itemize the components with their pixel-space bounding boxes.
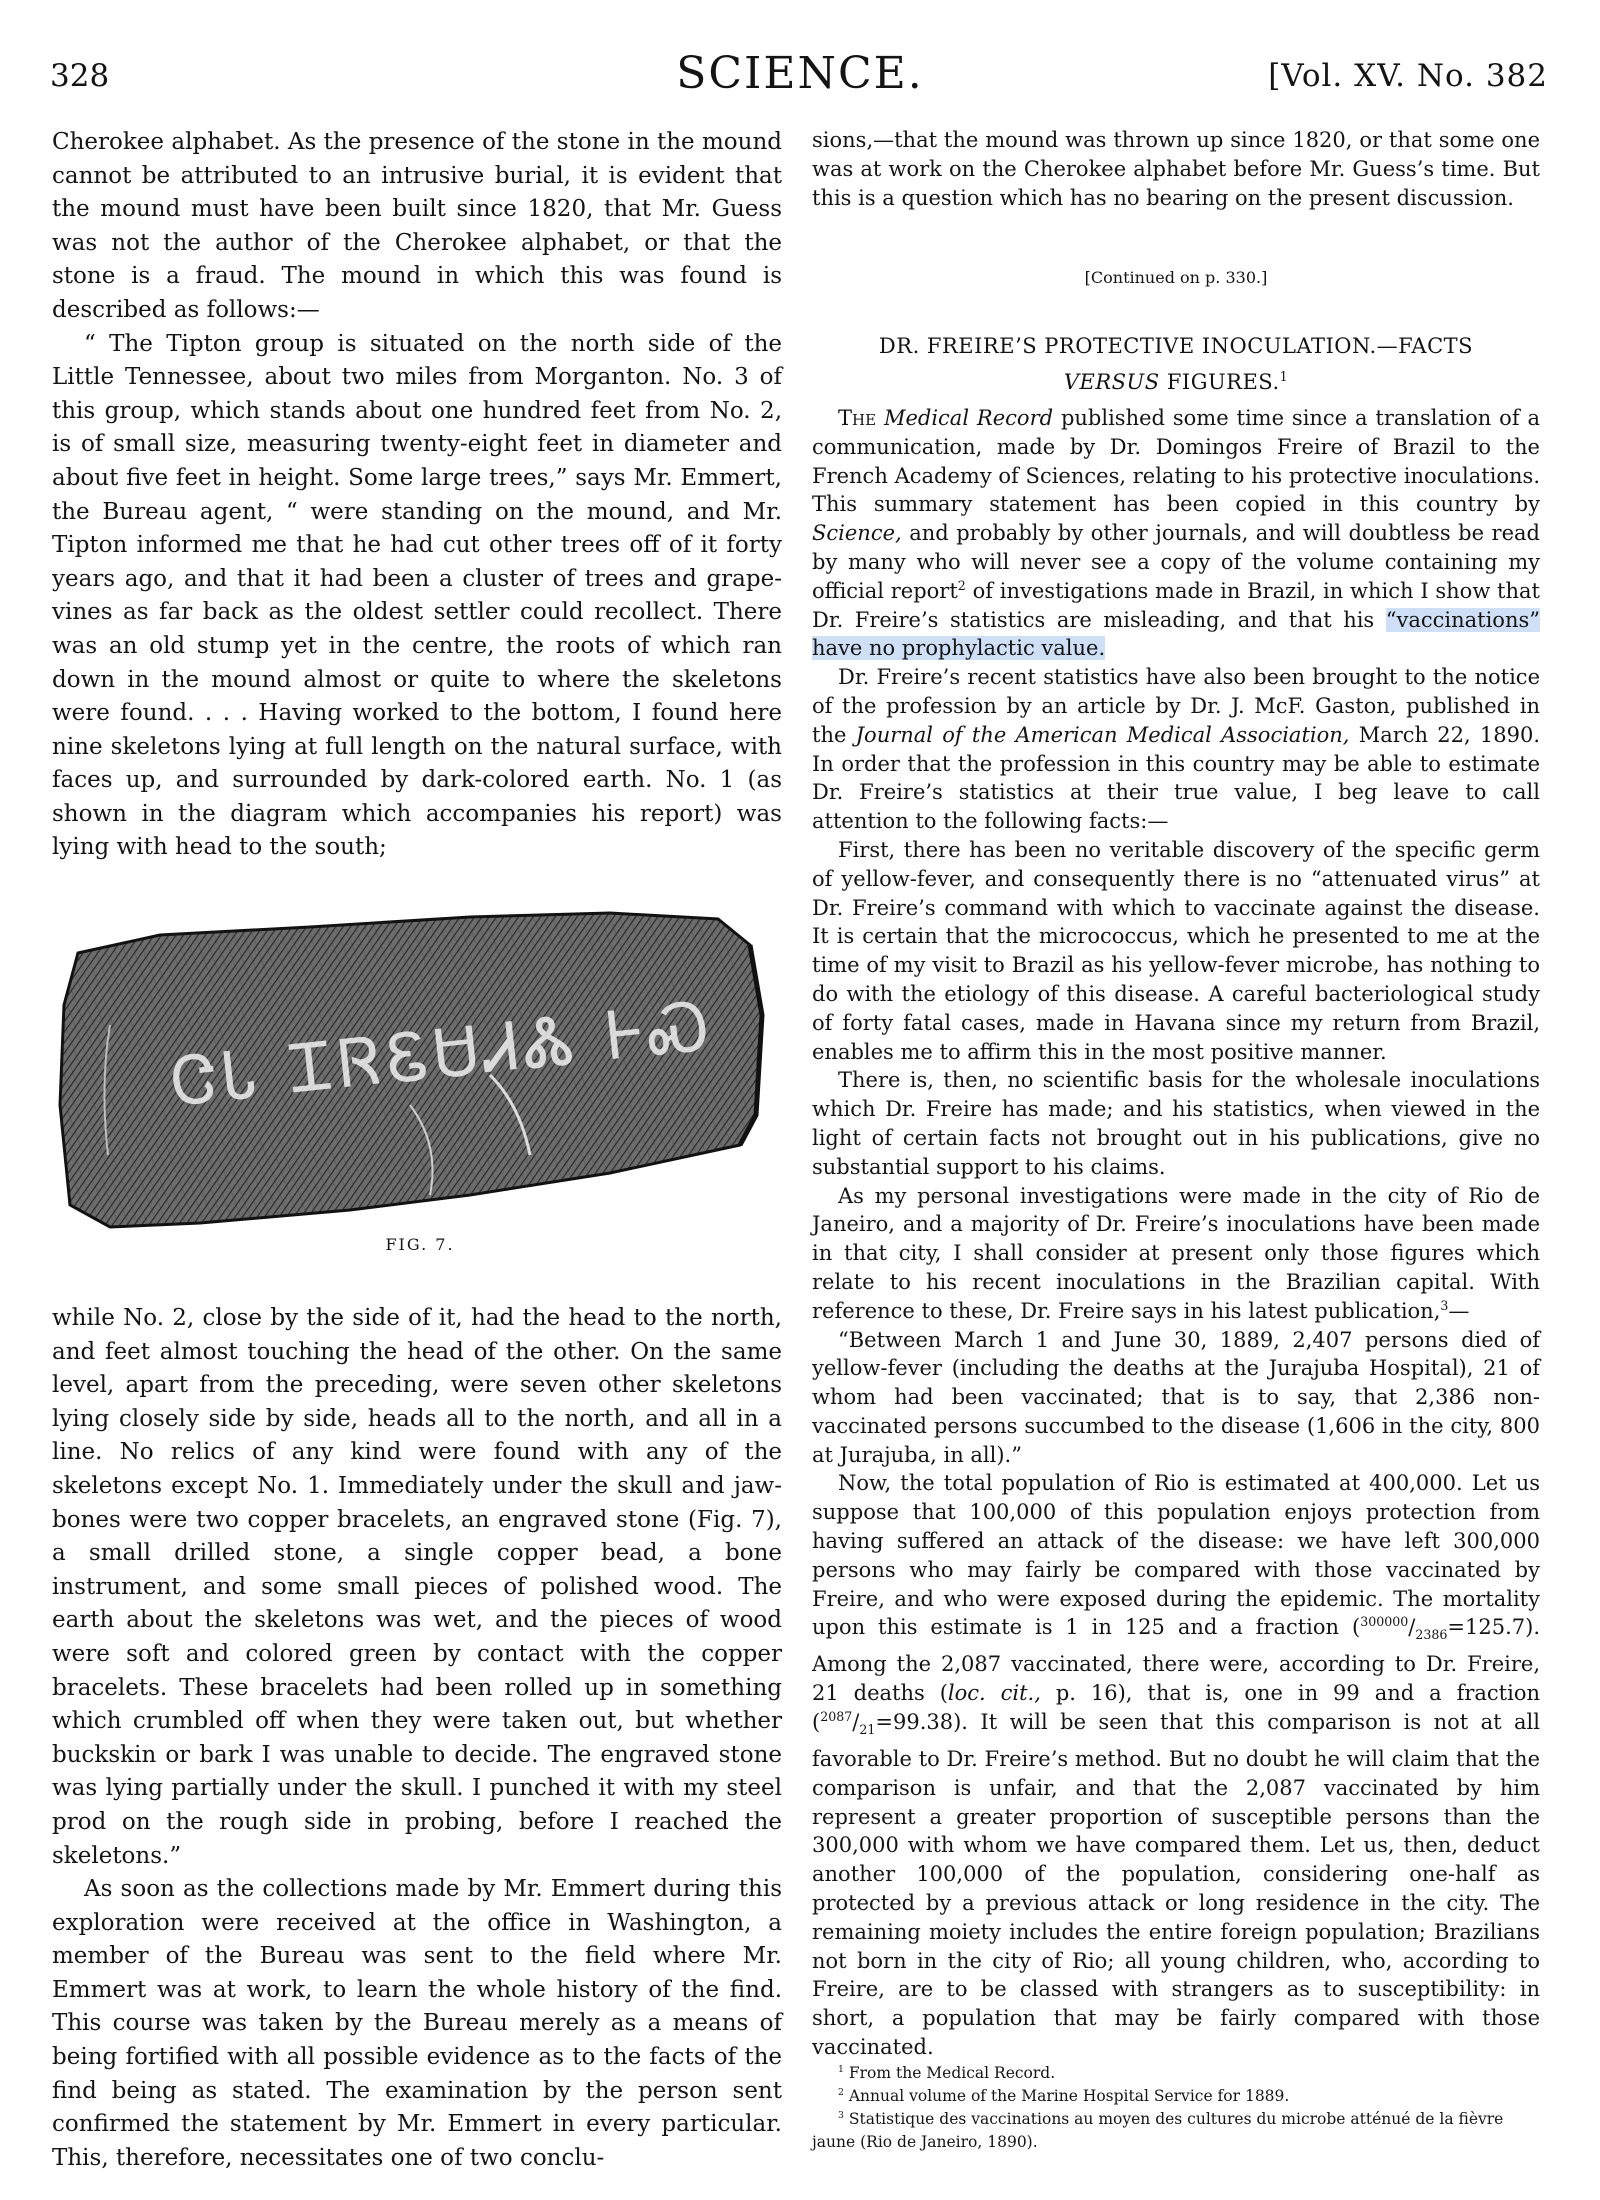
fraction-numerator: 300000 — [1360, 1614, 1409, 1630]
footnote-mark: 2 — [838, 2086, 844, 2098]
page-header — [0, 0, 1600, 110]
paragraph: Now, the total population of Rio is estimated at 400,000. Let us suppose that 100,000 of this population enjoys protection from having suffered an attack of the disease: we have left 300,000 persons who may fairly be compared with those vaccinated by Freire, and who were exposed during the epidemic. The mortality upon this estimate is 1 in 125 and a fraction $(^{300000}/_{2386}=125.7)$. Among the 2,087 vaccinated, there were, according to Dr. Freire, 21 deaths (loc. cit., p. 16), that is, one in 99 and a fraction $(^{2087}/_{21}=99.38)$. It will be seen that this comparison is not at all favorable to Dr. Freire’s method. But no doubt he will claim that the comparison is unfair, and that the 2,087 vaccinated by him represent a greater proportion of susceptible persons than the 300,000 with whom we have compared them. Let us, then, deduct another 100,000 of the population, considering one-half as protected by a previous attack or long residence in the city. The remaining moiety includes the entire foreign population; Brazilians not born in the city of Rio; all young children, who, according to Freire, are to be classed with strangers as to susceptibility: in short, a population that may be fairly compared with those vaccinated. — [812, 1471, 1540, 2059]
figure-caption: FIG. 7. — [385, 1235, 455, 1254]
text-run: — — [1448, 1298, 1470, 1323]
footnote — [812, 2108, 1540, 2154]
text-run: =99.38). — [875, 1710, 968, 1735]
footnote-mark: 3 — [838, 2109, 844, 2121]
fraction-denominator: 21 — [859, 1722, 876, 1738]
engraved-stone-image — [50, 905, 790, 1235]
paragraph: There is, then, no scientific basis for the wholesale inoculations which Dr. Freire has made; and his statistics, when viewed in the light of certain facts not brought out in his publications, give no substantial support to his claims. — [812, 1068, 1540, 1179]
footnote-text: Annual volume of the Marine Hospital Service for 1889. — [848, 2087, 1290, 2105]
text-run: of investigations made in Brazil, in which I show that Dr. Freire’s statistics are misleading, and that his — [812, 578, 1540, 632]
text-run: p. 16), that is, one in 99 and a fraction ( — [812, 1681, 1540, 1735]
text-run: and probably by other journals, and will doubtless be read by many who will never see a copy of the volume containing my official report — [812, 521, 1540, 603]
footnote-mark: 1 — [1279, 369, 1289, 384]
journal-name: Medical Record — [883, 406, 1054, 430]
paragraph — [812, 1182, 1540, 1326]
text-run: =125.7). — [1447, 1615, 1540, 1640]
continued-note: [Continued on p. 330.] — [1084, 268, 1268, 287]
footnote-mark: 2 — [957, 577, 966, 593]
quotation: “Between March 1 and June 30, 1889, 2,407 persons died of yellow-fever (including the deaths at the Jurajuba Hospital), 21 of whom had been vaccinated; that is to say, that 2,386 non-vaccinated persons succumbed to the disease (1,606 in the city, 800 at Jurajuba, in all).” — [812, 1327, 1540, 1467]
footnote-mark: 1 — [838, 2063, 844, 2075]
fraction-numerator: 2087 — [820, 1709, 853, 1725]
footnote-mark: 3 — [1440, 1297, 1449, 1313]
paragraph — [812, 404, 1540, 663]
article-title — [812, 328, 1540, 400]
citation: loc. cit., — [947, 1681, 1041, 1706]
left-column-top — [52, 126, 782, 865]
text-run: The — [838, 406, 877, 430]
text-run: March 22, 1890. In order that the profession in this country may be able to estimate Dr. Freire’s statistics at their true value, I beg leave to call attention to the following facts:— — [812, 722, 1540, 834]
article-body — [812, 404, 1540, 2062]
stone-inscription: ᏣᏓ ᏆᏒᏋᏌᏗᏜ ᎰᏍ — [167, 987, 719, 1121]
text-run: published some time since a translation of a communication, made by Dr. Domingos Freire of Brazil to the French Academy of Sciences, relating to his protective inoculations. This summary statement has been copied in this country by — [812, 406, 1540, 517]
right-column-top — [812, 126, 1540, 212]
article-title-figures: FIGURES. — [1166, 370, 1280, 394]
footnote — [812, 2062, 1540, 2085]
journal-name: Science, — [812, 521, 902, 546]
article-title-line1: DR. FREIRE’S PROTECTIVE INOCULATION.—FACTS — [878, 334, 1474, 358]
page-number: 328 — [50, 58, 110, 94]
engraved-stone-figure — [50, 905, 790, 1235]
text-run: Among the 2,087 vaccinated, there were, according to Dr. Freire, 21 deaths ( — [812, 1652, 1540, 1706]
text-run: As my personal investigations were made in the city of Rio de Janeiro, and a majority of Dr. Freire’s inoculations have been made in that city, I shall consider at present only those figures which relate to his recent inoculations in the Brazilian capital. With reference to these, Dr. Freire says in his latest publication, — [812, 1183, 1540, 1323]
paragraph: First, there has been no veritable discovery of the specific germ of yellow-fever, and consequently there is no “attenuated virus” at Dr. Freire’s command with which to vaccinate against the disease. It is certain that the micrococcus, which he presented to me at the time of my visit to Brazil as his yellow-fever microbe, has nothing to do with the etiology of this disease. A careful bacteriological study of forty fatal cases, made in Havana since my return from Brazil, enables me to affirm this in the most positive manner. — [812, 837, 1540, 1064]
journal-title: SCIENCE. — [676, 48, 924, 99]
paragraph: Cherokee alphabet. As the presence of the stone in the mound cannot be attributed to an intrusive burial, it is evident that the mound must have been built since 1820, that Mr. Guess was not the author of the Cherokee alphabet, or that the stone is a fraud. The mound in which this was found is described as follows:— — [52, 129, 782, 323]
text-run: Now, the total population of Rio is estimated at 400,000. Let us suppose that 100,000 of this population enjoys protection from having suffered an attack of the disease: we have left 300,000 persons who may fairly be compared with those vaccinated by Freire, and who were exposed during the epidemic. The mortality upon this estimate is 1 in 125 and a fraction ( — [812, 1471, 1540, 1640]
paragraph: sions,—that the mound was thrown up since 1820, or that some one was at work on the Cherokee alphabet before Mr. Guess’s time. But this is a question which has no bearing on the present discussion. — [812, 128, 1540, 210]
article-title-line2 — [812, 364, 1540, 400]
text-run: It will be seen that this comparison is not at all favorable to Dr. Freire’s method. But no doubt he will claim that the comparison is unfair, and that the 2,087 vaccinated by him represent a greater proportion of susceptible persons than the 300,000 with whom we have compared them. Let us, then, deduct another 100,000 of the population, considering one-half as protected by a previous attack or long residence in the city. The remaining moiety includes the entire foreign population; Brazilians not born in the city of Rio; all young children, who, according to Freire, are to be classed with strangers as to susceptibility: in short, a population that may be fairly compared with those vaccinated. — [812, 1710, 1540, 2059]
article-title-versus: VERSUS — [1063, 370, 1160, 394]
text-run: Dr. Freire’s recent statistics have also been brought to the notice of the profession by an article by Dr. J. McF. Gaston, published in the — [812, 665, 1540, 747]
left-column-bottom — [52, 1302, 782, 2175]
paragraph: “ The Tipton group is situated on the north side of the Little Tennessee, about two miles from Morganton. No. 3 of this group, which stands about one hundred feet from No. 2, is of small size, measuring twenty-eight feet in diameter and about five feet in height. Some large trees,” says Mr. Emmert, the Bureau agent, “ were standing on the mound, and Mr. Tipton informed me that he had cut other trees off of it forty years ago, and that it had been a cluster of trees and grape-vines as far back as the oldest settler could recollect. There was an old stump yet in the centre, the roots of which ran down in the mound almost or quite to where the skeletons were found. . . . Having worked to the bottom, I found here nine skeletons lying at full length on the natural surface, with faces up, and surrounded by dark-colored earth. No. 1 (as shown in the diagram which accompanies his report) was lying with head to the south; — [52, 330, 782, 861]
journal-name: Journal of the American Medical Association, — [855, 722, 1350, 747]
paragraph — [812, 663, 1540, 836]
footnote-text: From the Medical Record. — [848, 2064, 1056, 2082]
footnotes — [812, 2062, 1540, 2154]
paragraph: As soon as the collections made by Mr. Emmert during this exploration were received at the office in Washington, a member of the Bureau was sent to the field where Mr. Emmert was at work, to learn the whole history of the find. This course was taken by the Bureau merely as a means of being fortified with all possible evidence as to the facts of the find being as stated. The examination by the person sent confirmed the statement by Mr. Emmert in every particular. This, therefore, necessitates one of two conclu- — [52, 1876, 782, 2171]
footnote-text: Statistique des vaccinations au moyen des cultures du microbe atténué de la fièvre jaune (Rio de Janeiro, 1890). — [812, 2110, 1504, 2151]
volume-issue: [Vol. XV. No. 382 — [1268, 58, 1548, 94]
footnote — [812, 2085, 1540, 2108]
paragraph: while No. 2, close by the side of it, had the head to the north, and feet almost touching the head of the other. On the same level, apart from the preceding, were seven other skeletons lying closely side by side, heads all to the north, and all in a line. No relics of any kind were found with any of the skeletons except No. 1. Immediately under the skull and jaw-bones were two copper bracelets, an engraved stone (Fig. 7), a small drilled stone, a single copper bead, a bone instrument, and some small pieces of polished wood. The earth about the skeletons was wet, and the pieces of wood were soft and colored green by contact with the copper bracelets. These bracelets had been rolled up in something which crumbled off when they were taken out, but whether buckskin or bark I was unable to decide. The engraved stone was lying partially under the skull. I punched it with my steel prod on the rough side in probing, before I reached the skeletons.” — [52, 1305, 782, 1869]
highlighted-text[interactable]: “vaccinations” have no prophylactic value. — [812, 607, 1540, 661]
fraction-denominator: 2386 — [1415, 1627, 1448, 1643]
